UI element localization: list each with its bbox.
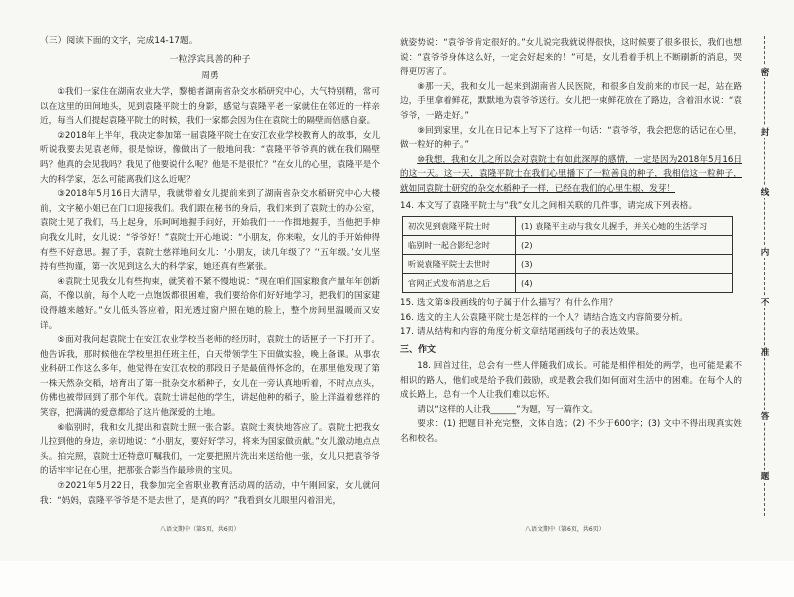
table-row bbox=[403, 255, 733, 274]
article-title: 一粒浮宾具善的种子 bbox=[169, 55, 251, 65]
article-author: 周勇 bbox=[201, 71, 219, 81]
left-footer: 八语文期中（第5页，共6页） bbox=[160, 526, 240, 533]
table-cell: 听说袁隆平院士去世时 bbox=[403, 255, 516, 274]
paragraph-1: ①我们一家住在湖南农业大学，黎槌者湖南省杂交水稻研究中心，大气特别精，常可以在这里的田间地头，见到袁隆平院士的身影，感觉与袁隆平老一家就住在邻近的一样亲近，每当人们提起袁隆平院士的时候，我们一家都会因为住在袁院士的隔壁而倍感自豪。 bbox=[40, 87, 380, 127]
question-18: 18. 回首过往，总会有一些人伴随我们成长。可能是相伴相处的两学，也可能是素不相识的路人，他们或是给予我们鼓励，或是教会我们如何面对生活中的困难。在每个人的成长路上，总有一个人让我们难以忘怀。 bbox=[400, 360, 742, 401]
table-row bbox=[403, 274, 733, 293]
answer-cell-3[interactable]: (3) bbox=[516, 255, 733, 274]
table-row bbox=[403, 217, 733, 236]
seal-char: 封 bbox=[758, 126, 772, 138]
paragraph-8: ⑧那一天，我和女儿一起来到湖南省人民医院，和很多自发前来的市民一起，站在路边，手里拿着鲜花，默默地为袁爷爷送行。女儿把一束鲜花放在了路边，含着泪水说：“袁爷爷，一路走好。” bbox=[400, 81, 742, 121]
question-16: 16. 选文的主人公袁隆平院士是怎样的一个人？请结合选文内容简要分析。 bbox=[400, 312, 689, 323]
right-footer: 八语文期中（第6页，共6页） bbox=[525, 526, 605, 533]
answer-cell-2[interactable]: (2) bbox=[516, 236, 733, 255]
section-3-heading: 三、作文 bbox=[400, 344, 437, 355]
question-15: 15. 选文第⑤段画线的句子属于什么描写？有什么作用？ bbox=[400, 298, 618, 309]
table-cell: 初次见到袁隆平院士时 bbox=[403, 217, 516, 236]
seal-char: 答 bbox=[758, 410, 772, 422]
seal-char: 密 bbox=[758, 66, 772, 78]
question-14-table bbox=[402, 216, 733, 293]
paragraph-7: ⑦2021年5月22日，我参加完全省职业教育活动周的活动，中午刚回家，女儿就问我：“妈妈，袁隆平爷爷是不是去世了，是真的吗？”我看到女儿眼里闪着泪光， bbox=[40, 481, 380, 506]
seal-char: 线 bbox=[758, 186, 772, 198]
essay-requirements: 要求：(1) 把题目补充完整，文体自选；(2) 不少于600字；(3) 文中不得出现真实姓名和校名。 bbox=[400, 419, 742, 444]
paragraph-2: ②2018年上半年，我决定参加第一届袁隆平院士在安江农业学校教育人的故事，女儿听说我要去见袁老师，很是惊讶，像做出了一般地问我：“袁隆平爷爷真的就在我们隔壁吗？他真的会见我吗？我见了他要说什么呢？他是不是很忙？”在女儿的心里，袁隆平是个大的科学家，怎么可能离我们这么近呢？ bbox=[40, 130, 380, 185]
table-row bbox=[403, 236, 733, 255]
seal-line-sidebar bbox=[750, 0, 794, 561]
paragraph-4: ④袁院士见我女儿有些拘束，就笑着不紧不慢地说：“现在咱们国家粮食产量年年创新高，不像以前，每个人吃一点饱饭都很困难，我们要给你们好好地学习，把我们的国家建设得越来越好。”女儿低头答应着，阳光透过窗户照在她的脸上，整个房间里温暖而又安详。 bbox=[40, 276, 380, 331]
paragraph-3: ③2018年5月16日大清早，我就带着女儿提前来到了湖南省杂交水稻研究中心大楼前，文字秘小姐已在门口迎接我们。我们跟在秘书的身后，我们来到了袁院士的办公室，袁院士见了我们，马上起身，乐呵呵地握手问好，开始我们一一作揖地握手，当他把手伸向我女儿时，女儿说：“爷爷好！”袁院士开心地说：“小朋友，你来啦，女儿的手开始伸得有些不好意思。握了手，袁院士慈祥地问女儿：‘小朋友，读几年级了？’‘五年级。’女儿坚持有些拘谨，第一次见到这么大的科学家，她还真有些紧张。 bbox=[40, 189, 380, 273]
paragraph-5: ⑤面对我问起袁院士在安江农业学校当老师的经历时，袁院士的话匣子一下打开了。他告诉我，那时候他在学校里担任班主任，白天带领学生下田做实验，晚上备课。从事农业科研工作这么多年，他觉得在安江农校的那段日子是最值得怀念的，在那里他发现了第一株天然杂交稻，培育出了第一批杂交水稻种子，女儿在一旁认真地听着，不时点点头，仿佛也被带回到了那个年代。袁院士讲起他的学生，讲起他种的稻子，脸上洋溢着慈祥的笑容，把满满的爱意都给了这片他深爱的土地。 bbox=[40, 335, 380, 419]
seal-char: 不 bbox=[758, 296, 772, 308]
left-column bbox=[40, 34, 380, 595]
right-column bbox=[400, 36, 742, 597]
seal-char: 内 bbox=[758, 246, 772, 258]
answer-cell-4[interactable]: (4) bbox=[516, 274, 733, 293]
paragraph-10: ⑩我想，我和女儿之所以会对袁院士有如此深厚的感情，一定是因为2018年5月16日的这一天。这一天，袁隆平院士在我们心里播下了一粒善良的种子，我相信这一粒种子，就如同袁院士研究的杂交水稻种子一样，已经在我们的心里生根、发芽！ bbox=[400, 154, 742, 194]
question-14: 14. 本文写了袁隆平院士与“我”女儿之间相关联的几件事，请完成下列表格。 bbox=[400, 200, 698, 211]
question-17: 17. 请从结构和内容的角度分析文章结尾画线句子的表达效果。 bbox=[400, 327, 645, 338]
table-cell: (1) 袁隆平主动与我女儿握手，并关心她的生活学习 bbox=[516, 217, 733, 236]
table-cell: 官网正式发布消息之后 bbox=[403, 274, 516, 293]
paragraph-9: ⑨回到家里，女儿在日记本上写下了这样一句话：“袁爷爷，我会把您的话记在心里，做一粒好的种子。” bbox=[400, 125, 742, 151]
section-heading: （三）阅读下面的文字，完成14-17题。 bbox=[40, 36, 198, 46]
paragraph-7-cont: 就姿势说：“袁爷爷肯定很好的。”女儿说完我就说得很快，这时候要了很多很长，我们也想说：“袁爷爷身体这么好，一定会好起来的！”可是，女儿看着手机上不断刷新的消息，哭得更厉害了。 bbox=[400, 38, 742, 78]
paragraph-6: ⑥临别时，我和女儿提出和袁院士照一张合影。袁院士爽快地答应了。袁院士把我女儿拉到他的身边，亲切地说：“小朋友，要好好学习，将来为国家做贡献。”女儿激动地点点头。拍完照，袁院士还特意叮嘱我们，一定要把照片洗出来送给他一张，女儿只把袁爷爷的话牢牢记在心里，把那张合影当作最珍贵的宝贝。 bbox=[40, 422, 380, 477]
seal-char: 题 bbox=[758, 470, 772, 482]
essay-prompt: 请以“这样的人让我______”为题，写一篇作文。 bbox=[417, 404, 598, 415]
seal-line bbox=[764, 36, 765, 516]
table-cell: 临别时一起合影纪念时 bbox=[403, 236, 516, 255]
seal-char: 准 bbox=[758, 346, 772, 358]
